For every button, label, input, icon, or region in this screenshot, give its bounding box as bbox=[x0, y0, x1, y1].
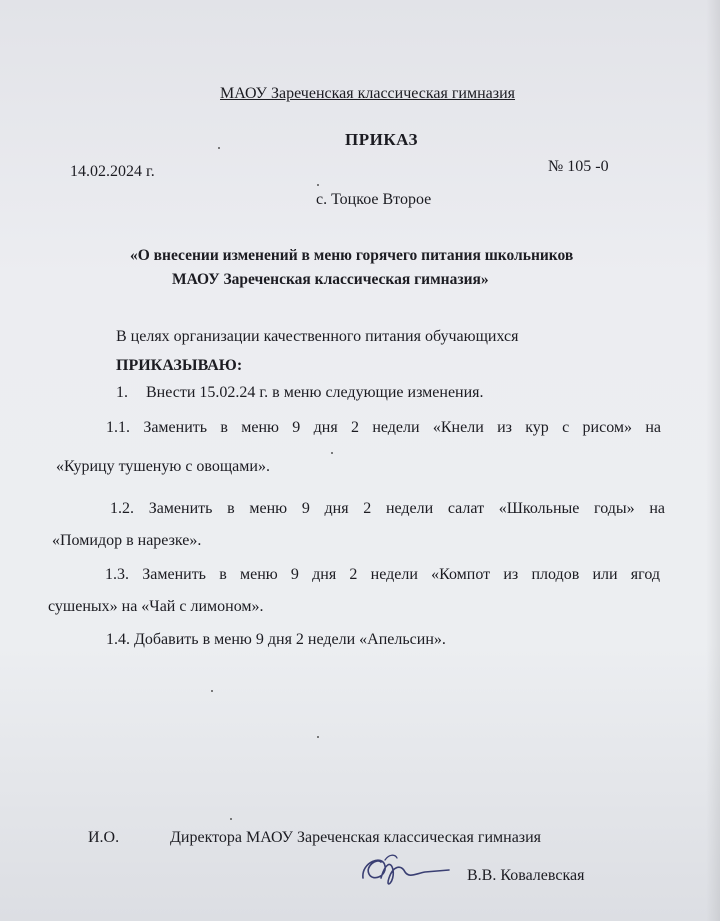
item-1-3-line-1: 1.3. Заменить в меню 9 дня 2 недели «Компот из плодов или ягод bbox=[105, 566, 660, 583]
item-1-1-line-2: «Курицу тушеную с овощами». bbox=[56, 458, 270, 475]
subject-line-2: МАОУ Зареченская классическая гимназия» bbox=[172, 271, 489, 288]
item-1-4: 1.4. Добавить в меню 9 дня 2 недели «Апельсин». bbox=[106, 631, 446, 648]
item-1-text: Внести 15.02.24 г. в меню следующие изменения. bbox=[146, 384, 484, 401]
paper-speck bbox=[230, 818, 232, 820]
paper-speck bbox=[211, 690, 213, 692]
document-number: № 105 -0 bbox=[548, 158, 609, 175]
item-1 bbox=[116, 383, 484, 403]
signatory-title: Директора МАОУ Зареченская классическая гимназия bbox=[170, 829, 542, 846]
order-word: ПРИКАЗЫВАЮ: bbox=[116, 357, 243, 374]
handwritten-signature bbox=[355, 848, 455, 898]
item-1-number: 1. bbox=[116, 384, 128, 401]
signatory-prefix: И.О. bbox=[88, 829, 120, 846]
item-1-1-line-1: 1.1. Заменить в меню 9 дня 2 недели «Кнели из кур с рисом» на bbox=[106, 419, 661, 436]
subject-line-1: «О внесении изменений в меню горячего питания школьников bbox=[130, 247, 574, 264]
document-title: ПРИКАЗ bbox=[345, 130, 418, 149]
paper-speck bbox=[317, 736, 319, 738]
item-1-2-line-1: 1.2. Заменить в меню 9 дня 2 недели салат «Школьные годы» на bbox=[110, 500, 665, 517]
purpose-statement: В целях организации качественного питания обучающихся bbox=[116, 328, 519, 345]
item-1-3-line-2: сушеных» на «Чай с лимоном». bbox=[48, 598, 264, 615]
paper-speck bbox=[218, 147, 220, 149]
signatory-name: В.В. Ковалевская bbox=[467, 867, 585, 884]
paper-speck bbox=[317, 184, 319, 186]
organization-header: МАОУ Зареченская классическая гимназия bbox=[220, 85, 516, 102]
item-1-2-line-2: «Помидор в нарезке». bbox=[52, 532, 202, 549]
document-place: с. Тоцкое Второе bbox=[316, 191, 432, 208]
paper-speck bbox=[331, 452, 333, 454]
document-date: 14.02.2024 г. bbox=[70, 163, 155, 180]
page-edge-shadow bbox=[706, 0, 720, 921]
